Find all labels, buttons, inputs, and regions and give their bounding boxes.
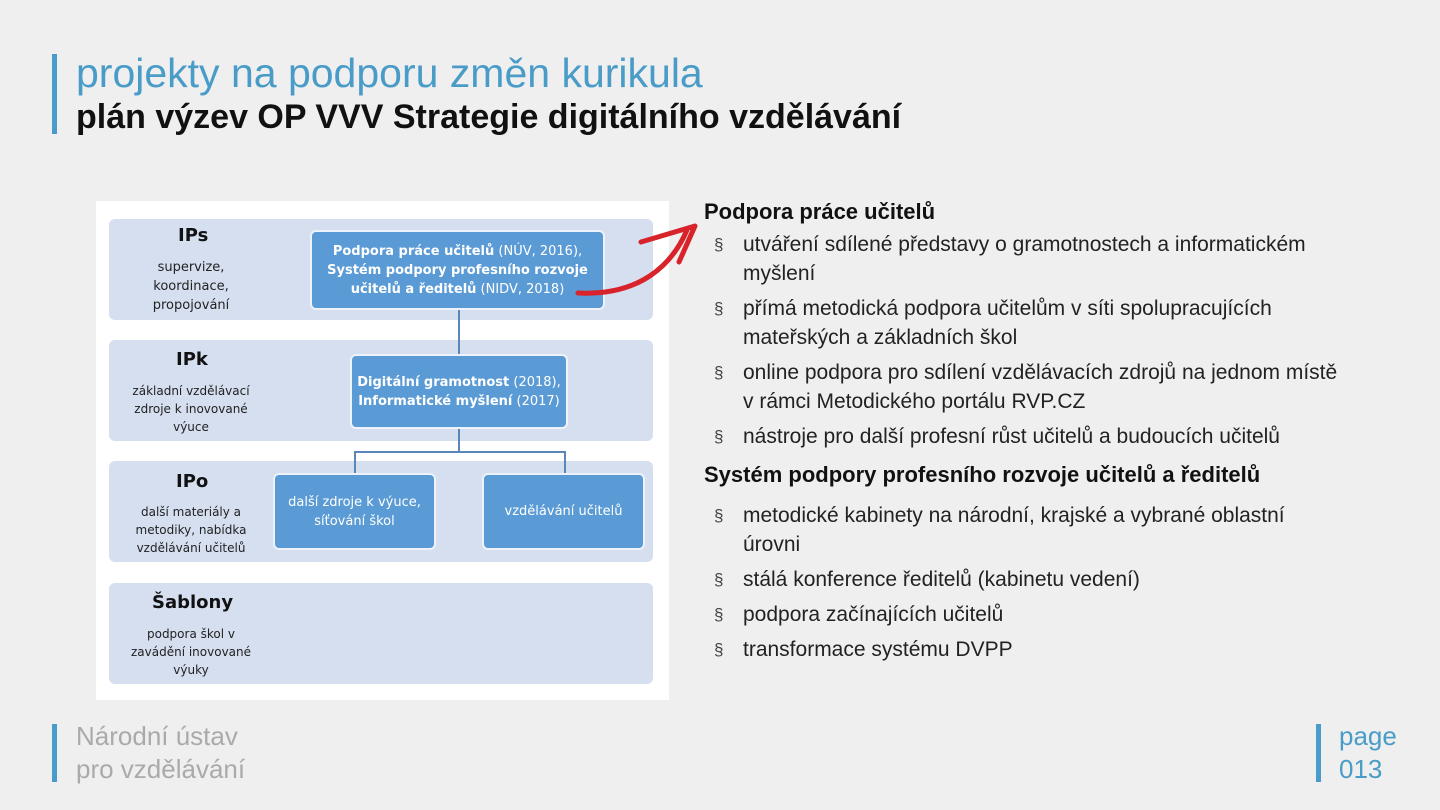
content-column bbox=[704, 196, 1344, 664]
node-ipk bbox=[350, 354, 568, 429]
section1-heading: Podpora práce učitelů bbox=[704, 199, 936, 224]
section2-list bbox=[704, 501, 1344, 664]
node-ipo-right bbox=[482, 473, 645, 550]
band-title-ipk: IPk bbox=[176, 349, 208, 370]
slide-title bbox=[76, 50, 901, 138]
band-desc-ips: supervize, koordinace, propojování bbox=[152, 260, 230, 313]
connector-horizontal bbox=[354, 451, 566, 453]
organization-line-1: Národní ústav bbox=[76, 721, 238, 751]
node-ipk-l1b: Digitální gramotnost bbox=[357, 374, 510, 390]
node-ips-l1: (NÚV, 2016), bbox=[494, 243, 583, 259]
connector-right-drop bbox=[564, 451, 566, 473]
page-label: page bbox=[1339, 721, 1397, 751]
section2-item: § podpora začínajících učitelů bbox=[714, 600, 1344, 629]
connector-left-drop bbox=[354, 451, 356, 473]
organization-name bbox=[76, 720, 245, 786]
page-number: 013 bbox=[1339, 754, 1383, 784]
band-desc-ipk: základní vzdělávací zdroje k inovované výuce bbox=[132, 384, 250, 434]
node-ipk-l2: (2017) bbox=[512, 393, 560, 409]
organization-line-2: pro vzdělávání bbox=[76, 754, 246, 784]
connector-ipk-ipo bbox=[458, 428, 460, 452]
footer-left-accent-bar bbox=[52, 724, 57, 782]
band-desc-ipo: další materiály a metodiky, nabídka vzdělávání učitelů bbox=[135, 505, 247, 555]
section2-item: § transformace systému DVPP bbox=[714, 635, 1344, 664]
title-line-2: plán výzev OP VVV Strategie digitálního vzdělávání bbox=[76, 98, 902, 136]
footer-right-accent-bar bbox=[1316, 724, 1321, 782]
section1-list bbox=[704, 230, 1344, 451]
node-ipk-l2b: Informatické myšlení bbox=[358, 393, 513, 409]
node-ipo-right-l1: vzdělávání učitelů bbox=[504, 504, 623, 519]
title-line-1: projekty na podporu změn kurikula bbox=[76, 50, 703, 96]
structure-diagram bbox=[96, 201, 669, 700]
band-title-ipo: IPo bbox=[176, 471, 209, 492]
section1-item: § utváření sdílené představy o gramotnostech a informatickém myšlení bbox=[714, 230, 1344, 288]
node-ipk-l1: (2018), bbox=[509, 374, 561, 390]
section2-heading: Systém podpory profesního rozvoje učitelů a ředitelů bbox=[704, 462, 1261, 487]
section2-item: § stálá konference ředitelů (kabinetu vedení) bbox=[714, 565, 1344, 594]
page-number-block bbox=[1339, 720, 1397, 786]
title-accent-bar bbox=[52, 54, 57, 134]
band-title-sablony: Šablony bbox=[152, 592, 234, 613]
band-title-ips: IPs bbox=[178, 225, 209, 246]
section1-item: § online podpora pro sdílení vzdělávacích zdrojů na jednom místě v rámci Metodického portálu RVP.CZ bbox=[714, 358, 1344, 416]
node-ips bbox=[310, 230, 605, 310]
section1-item: § nástroje pro další profesní růst učitelů a budoucích učitelů bbox=[714, 422, 1344, 451]
node-ips-l2b: Systém podpory profesního rozvoje bbox=[327, 262, 588, 278]
node-ipo-left-l2: síťování škol bbox=[314, 513, 395, 529]
node-ipo-left-l1: další zdroje k výuce, bbox=[288, 494, 421, 510]
connector-ips-ipk bbox=[458, 309, 460, 357]
node-ipo-left bbox=[273, 473, 436, 550]
node-ips-l3b: učitelů a ředitelů bbox=[350, 281, 477, 297]
band-desc-sablony: podpora škol v zavádění inovované výuky bbox=[130, 627, 252, 677]
node-ips-l3: (NIDV, 2018) bbox=[476, 281, 565, 297]
section1-item: § přímá metodická podpora učitelům v síti spolupracujících mateřských a základních škol bbox=[714, 294, 1344, 352]
section2-item: § metodické kabinety na národní, krajské a vybrané oblastní úrovni bbox=[714, 501, 1344, 559]
node-ips-l1b: Podpora práce učitelů bbox=[332, 243, 495, 259]
